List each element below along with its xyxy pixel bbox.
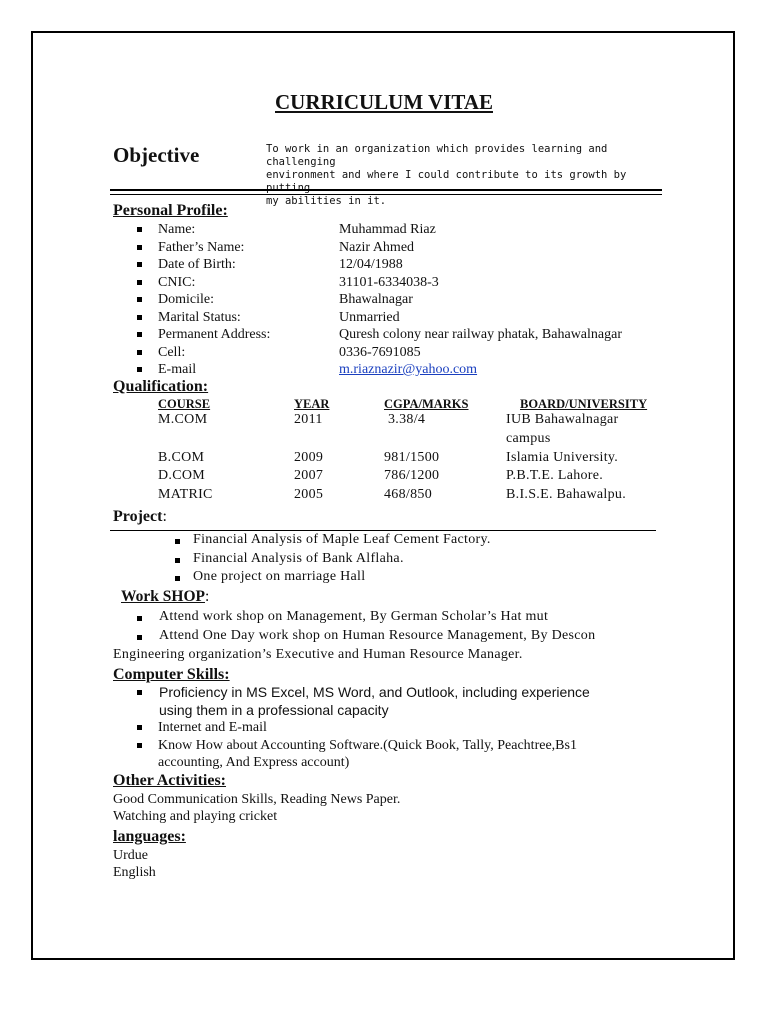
skill-item-line: Proficiency in MS Excel, MS Word, and Outlook, including experience (159, 684, 590, 700)
document-title: CURRICULUM VITAE (275, 90, 493, 114)
project-divider (110, 530, 656, 531)
objective-line: To work in an organization which provides learning and challenging (266, 143, 608, 168)
qual-cell: 3.38/4 (388, 412, 426, 427)
project-heading-text: Project (113, 508, 163, 525)
qual-cell: D.COM (158, 468, 206, 483)
skill-item-line: accounting, And Express account) (158, 755, 350, 770)
profile-label: Name: (158, 222, 196, 237)
qual-cell: 2009 (294, 450, 324, 465)
workshop-item-line: Attend One Day work shop on Human Resource Management, By Descon (159, 628, 596, 643)
project-heading (113, 508, 167, 526)
languages-heading: languages: (113, 828, 186, 845)
other-activity-line: Good Communication Skills, Reading News Paper. (113, 792, 401, 807)
profile-label: Father’s Name: (158, 239, 245, 255)
language-line: Urdue (113, 848, 148, 863)
qual-cell: 2005 (294, 487, 324, 502)
workshop-heading-text: Work SHOP (121, 588, 205, 605)
profile-value: 31101-6334038-3 (339, 274, 439, 290)
skill-item-line: using them in a professional capacity (159, 701, 389, 718)
language-line: English (113, 865, 156, 880)
qual-col-year: YEAR (294, 397, 330, 411)
bullet-icon (175, 558, 180, 563)
qual-cell: IUB Bahawalnagar (506, 412, 619, 427)
bullet-icon (137, 297, 142, 302)
profile-label: Date of Birth: (158, 257, 236, 272)
project-item: One project on marriage Hall (193, 569, 366, 584)
bullet-icon (137, 635, 142, 640)
workshop-item-line: Engineering organization’s Executive and Human Resource Manager. (113, 647, 523, 662)
bullet-icon (137, 350, 142, 355)
qual-col-marks: CGPA/MARKS (384, 397, 469, 411)
bullet-icon (137, 245, 142, 250)
workshop-heading (121, 588, 209, 606)
personal-profile-heading: Personal Profile: (113, 202, 228, 219)
qual-cell-cont: campus (506, 431, 551, 446)
profile-label: E-mail (158, 362, 197, 377)
workshop-heading-colon: : (204, 588, 210, 605)
qual-cell: MATRIC (158, 487, 213, 502)
computer-skills-heading: Computer Skills: (113, 666, 230, 683)
profile-label: Permanent Address: (158, 327, 271, 342)
qual-cell: P.B.T.E. Lahore. (506, 468, 604, 483)
qual-cell: Islamia University. (506, 450, 619, 465)
qual-cell: 2007 (294, 468, 324, 483)
profile-label: Domicile: (158, 292, 214, 307)
objective-line: my abilities in it. (266, 195, 387, 207)
bullet-icon (175, 539, 180, 544)
bullet-icon (137, 743, 142, 748)
email-link[interactable]: m.riaznazir@yahoo.com (339, 362, 478, 377)
qual-cell: M.COM (158, 412, 208, 427)
bullet-icon (137, 616, 142, 621)
qual-cell: 981/1500 (384, 450, 440, 465)
objective-text (266, 143, 666, 208)
skill-item-line: Know How about Accounting Software.(Quick Book, Tally, Peachtree,Bs1 (158, 738, 577, 753)
profile-value: Quresh colony near railway phatak, Bahawalnagar (339, 327, 622, 342)
profile-label: Marital Status: (158, 309, 241, 325)
qual-col-board: BOARD/UNIVERSITY (520, 397, 648, 411)
workshop-item-line: Attend work shop on Management, By German Scholar’s Hat mut (159, 609, 549, 624)
qual-cell: 468/850 (384, 487, 432, 502)
profile-label: Cell: (158, 344, 186, 360)
profile-value: Unmarried (339, 309, 400, 325)
bullet-icon (137, 367, 142, 372)
profile-value: Bhawalnagar (339, 292, 413, 307)
double-divider (110, 189, 662, 195)
bullet-icon (137, 725, 142, 730)
project-item: Financial Analysis of Bank Alflaha. (193, 550, 404, 566)
bullet-icon (137, 332, 142, 337)
skill-item-line: Internet and E-mail (158, 720, 267, 735)
qual-cell: B.I.S.E. Bahawalpu. (506, 487, 627, 502)
profile-value: 0336-7691085 (339, 344, 421, 360)
other-activity-line: Watching and playing cricket (113, 809, 278, 824)
qualification-heading: Qualification: (113, 378, 209, 395)
bullet-icon (137, 262, 142, 267)
profile-value: 12/04/1988 (339, 257, 403, 272)
bullet-icon (137, 280, 142, 285)
bullet-icon (175, 576, 180, 581)
qual-cell: 2011 (294, 412, 323, 427)
bullet-icon (137, 227, 142, 232)
qual-col-course: COURSE (158, 397, 211, 411)
project-heading-colon: : (162, 508, 167, 525)
bullet-icon (137, 315, 142, 320)
profile-value: Nazir Ahmed (339, 239, 415, 255)
qual-cell: B.COM (158, 450, 205, 465)
profile-value: Muhammad Riaz (339, 222, 436, 237)
project-item: Financial Analysis of Maple Leaf Cement Factory. (193, 532, 491, 547)
bullet-icon (137, 690, 142, 695)
objective-heading: Objective (113, 143, 200, 167)
other-activities-heading: Other Activities: (113, 772, 227, 789)
qual-cell: 786/1200 (384, 468, 440, 483)
objective-line: environment and where I could contribute to its growth by putting (266, 169, 627, 194)
profile-label: CNIC: (158, 274, 196, 290)
